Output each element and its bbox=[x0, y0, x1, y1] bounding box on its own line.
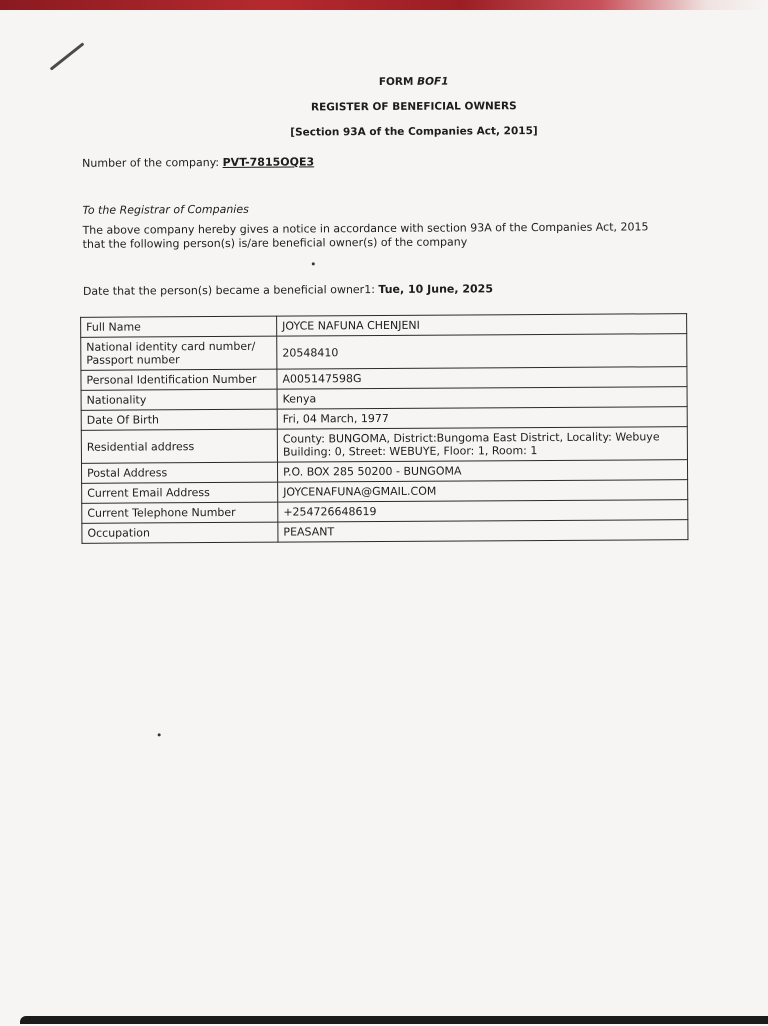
row-label: Current Telephone Number bbox=[82, 502, 278, 523]
ink-dot bbox=[312, 262, 315, 265]
row-label: Residential address bbox=[81, 429, 277, 463]
row-value: P.O. BOX 285 50200 - BUNGOMA bbox=[277, 460, 687, 483]
ownership-date-label: Date that the person(s) became a beneficial owner1: bbox=[82, 283, 375, 298]
table-row bbox=[81, 427, 687, 464]
form-title bbox=[249, 75, 579, 89]
row-value: +254726648619 bbox=[278, 500, 688, 523]
notice-line-2: that the following person(s) is/are beneficial owner(s) of the company bbox=[82, 235, 468, 251]
company-number-label: Number of the company: bbox=[82, 155, 220, 170]
notice-line-1: The above company hereby gives a notice in accordance with section 93A of the Companies Act, 2015 bbox=[82, 220, 649, 237]
row-label: Postal Address bbox=[81, 462, 277, 483]
table-row bbox=[81, 334, 687, 371]
pen-mark bbox=[50, 42, 85, 70]
row-label: Date Of Birth bbox=[81, 409, 277, 430]
addressee: To the Registrar of Companies bbox=[82, 202, 249, 217]
page-bottom-edge bbox=[20, 1016, 768, 1024]
row-value: A005147598G bbox=[277, 367, 687, 390]
row-label: Current Email Address bbox=[82, 482, 278, 503]
ownership-date-value: Tue, 10 June, 2025 bbox=[378, 282, 494, 297]
form-code: BOF1 bbox=[417, 75, 449, 88]
row-label: Nationality bbox=[81, 389, 277, 410]
register-title: REGISTER OF BENEFICIAL OWNERS bbox=[310, 100, 517, 114]
company-number: PVT-7815OQE3 bbox=[222, 155, 315, 169]
row-value: 20548410 bbox=[277, 334, 687, 370]
form-label: FORM bbox=[378, 75, 414, 89]
ink-dot bbox=[158, 733, 161, 736]
row-value: Kenya bbox=[277, 387, 687, 410]
company-number-line bbox=[82, 155, 314, 169]
beneficial-owner-table bbox=[80, 313, 688, 544]
ownership-date-line bbox=[83, 282, 493, 298]
row-value: County: BUNGOMA, District:Bungoma East District, Locality: Webuye Building: 0, Street: WEBUYE, Floor: 1, Room: 1 bbox=[277, 427, 687, 463]
row-label: National identity card number/ Passport number bbox=[81, 336, 277, 370]
section-reference: [Section 93A of the Companies Act, 2015] bbox=[290, 125, 538, 139]
row-value: PEASANT bbox=[278, 520, 688, 543]
row-value: JOYCENAFUNA@GMAIL.COM bbox=[278, 480, 688, 503]
row-label: Full Name bbox=[81, 316, 277, 337]
row-value: JOYCE NAFUNA CHENJENI bbox=[277, 314, 687, 337]
table-row bbox=[82, 520, 688, 544]
row-label: Personal Identification Number bbox=[81, 369, 277, 390]
row-label: Occupation bbox=[82, 522, 278, 543]
row-value: Fri, 04 March, 1977 bbox=[277, 407, 687, 430]
